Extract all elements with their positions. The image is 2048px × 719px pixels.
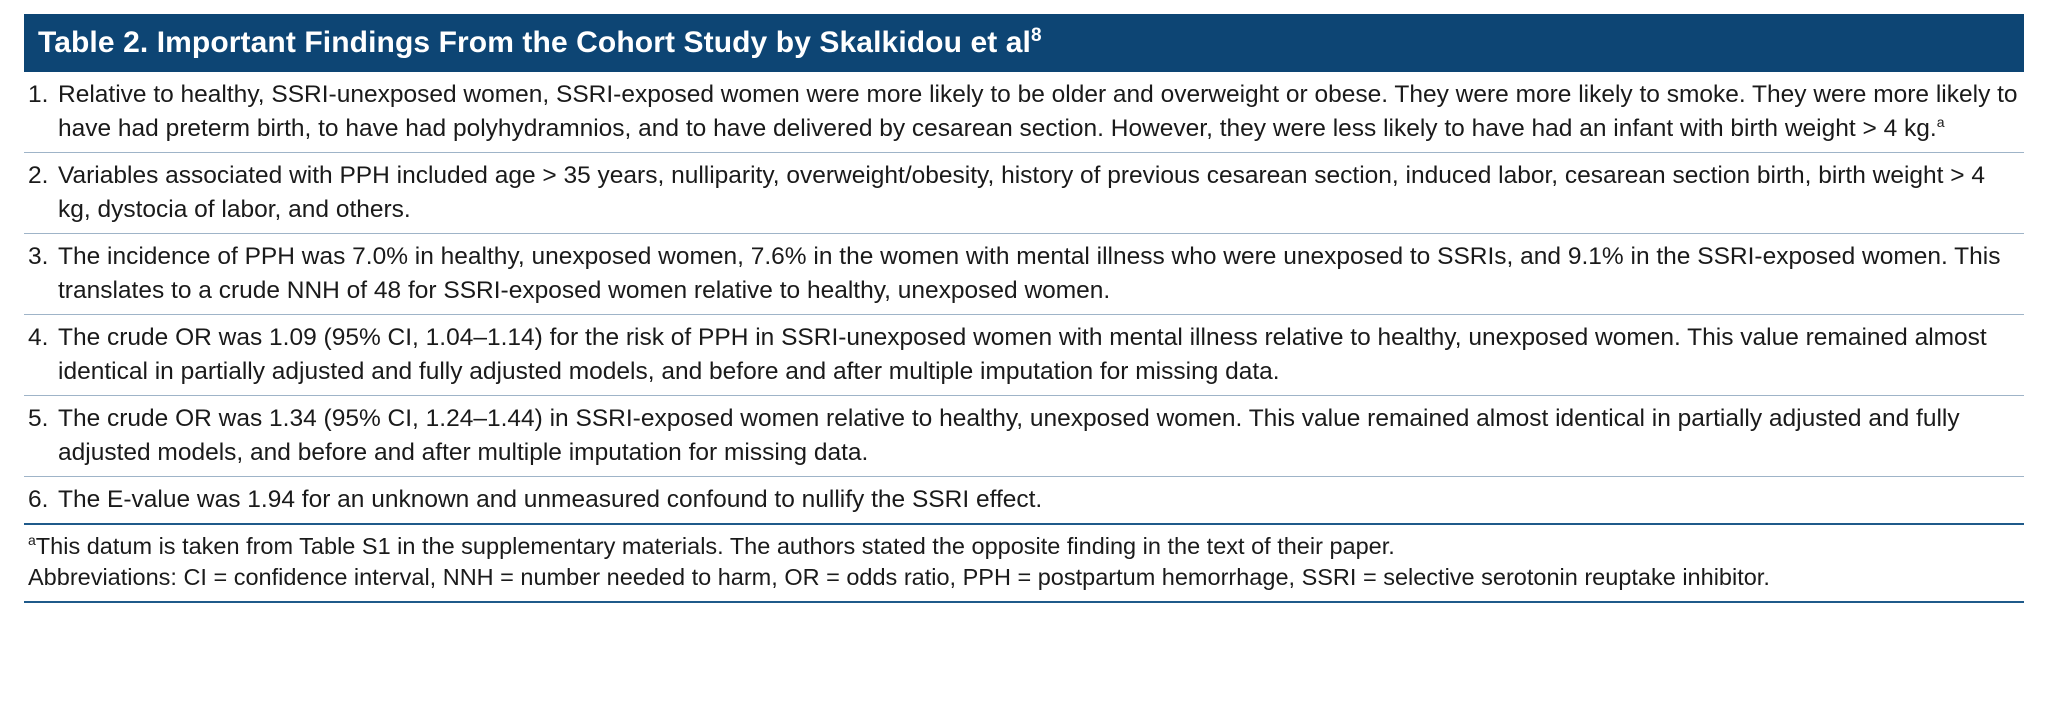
title-reference-superscript: 8: [1031, 25, 1042, 46]
finding-row: [24, 72, 2024, 153]
finding-row: [24, 315, 2024, 396]
finding-row: [24, 153, 2024, 234]
finding-row: [24, 477, 2024, 525]
finding-row: [24, 234, 2024, 315]
footnote-a-marker: a: [28, 532, 36, 548]
finding-row: [24, 396, 2024, 477]
footnote-marker: a: [1936, 114, 1945, 130]
finding-text: Variables associated with PPH included age > 35 years, nulliparity, overweight/obesity, history of previous cesarean section, induced labor, cesarean section birth, birth weight > 4 kg, dystocia of labor, and others.: [58, 162, 1986, 223]
finding-text: The incidence of PPH was 7.0% in healthy, unexposed women, 7.6% in the women with mental illness who were unexposed to SSRIs, and 9.1% in the SSRI-exposed women. This translates to a crude NNH of 48 for SSRI-exposed women relative to healthy, unexposed women.: [58, 243, 2001, 304]
finding-text: The crude OR was 1.09 (95% CI, 1.04–1.14) for the risk of PPH in SSRI-unexposed women with mental illness relative to healthy, unexposed women. This value remained almost identical in partially adjusted and fully adjusted models, and before and after multiple imputation for missing data.: [58, 324, 1987, 385]
findings-list: [24, 72, 2024, 525]
finding-number: 1.: [28, 81, 49, 108]
footnote-a: $^a$This datum is taken from Table S1 in the supplementary materials. The authors stated the opposite finding in the text of their paper.: [28, 532, 1395, 559]
finding-number: 4.: [28, 324, 49, 351]
finding-number: 2.: [28, 162, 49, 189]
finding-text: The crude OR was 1.34 (95% CI, 1.24–1.44) in SSRI-exposed women relative to healthy, unexposed women. This value remained almost identical in partially adjusted and fully adjusted models, and before and after multiple imputation for missing data.: [58, 405, 1960, 466]
table-title: Table 2. Important Findings From the Cohort Study by Skalkidou et $al^8$: [38, 25, 1042, 59]
finding-number: 3.: [28, 243, 49, 270]
finding-text: The E-value was 1.94 for an unknown and unmeasured confound to nullify the SSRI effect.: [58, 486, 1043, 513]
table-title-bar: [24, 14, 2024, 72]
finding-number: 6.: [28, 486, 49, 513]
table-footer: [24, 525, 2024, 603]
finding-text: Relative to healthy, SSRI-unexposed women, SSRI-exposed women were more likely to be older and overweight or obese. They were more likely to smoke. They were more likely to have had preterm birth, to have had polyhydramnios, and to have delivered by cesarean section. However, they were less likely to have had an infant with birth weight > 4 kg.$^a$: [58, 81, 2018, 142]
abbreviations-note: Abbreviations: CI = confidence interval, NNH = number needed to harm, OR = odds ratio, PPH = postpartum hemorrhage, SSRI = selective serotonin reuptake inhibitor.: [28, 564, 1770, 590]
findings-table: [24, 14, 2024, 603]
finding-number: 5.: [28, 405, 49, 432]
